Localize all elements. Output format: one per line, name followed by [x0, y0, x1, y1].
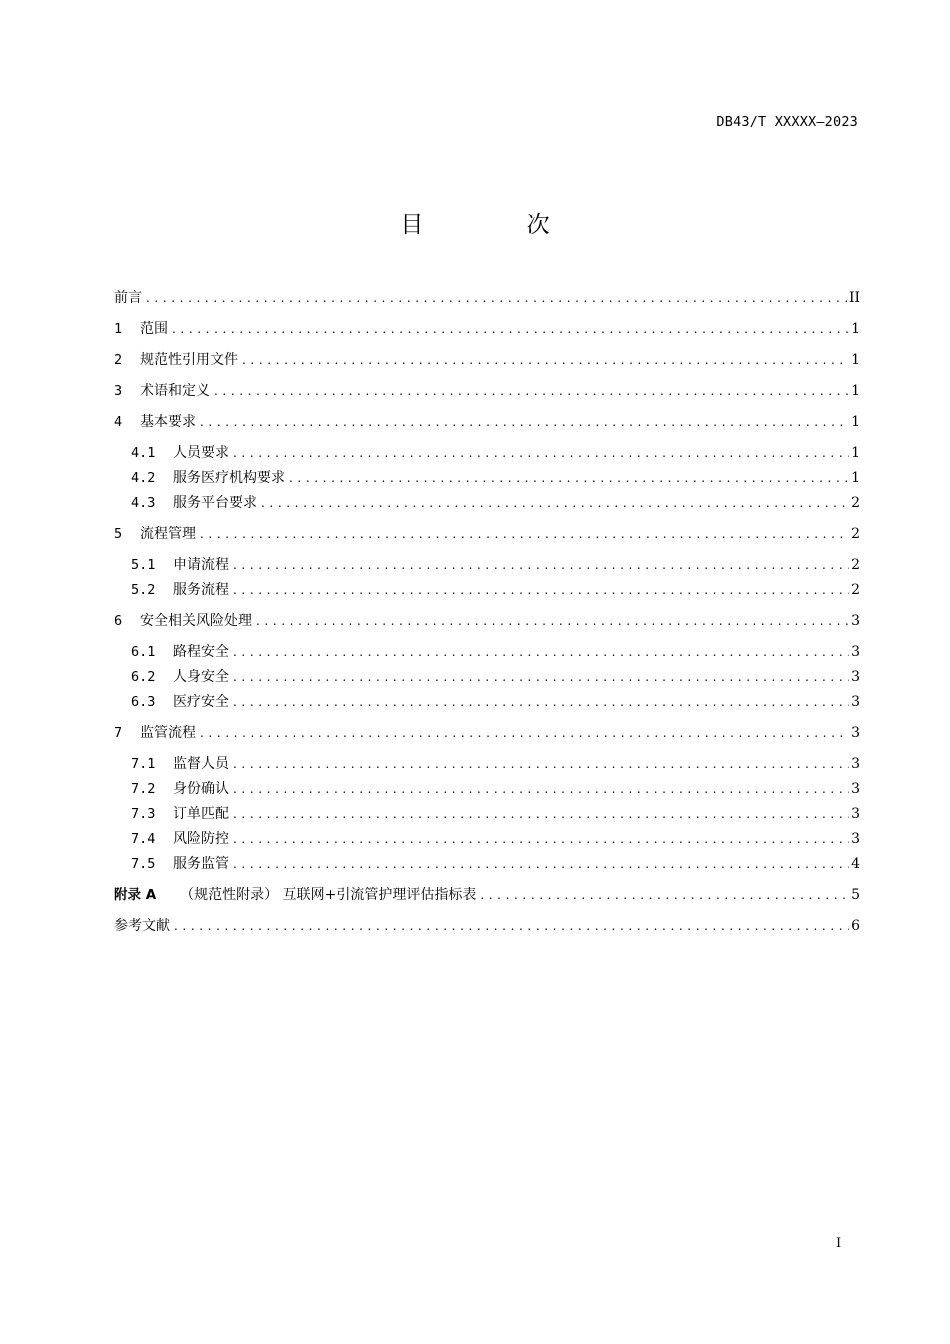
toc-entry[interactable] — [114, 350, 860, 370]
toc-entry[interactable] — [131, 854, 860, 874]
page-number: I — [836, 1236, 842, 1251]
toc-entry-page: 6 — [851, 918, 860, 934]
toc-entry[interactable] — [131, 829, 860, 849]
toc-entry-number: 7.1 — [131, 756, 156, 772]
toc-entry-page: 3 — [851, 644, 860, 660]
toc-entry[interactable] — [131, 804, 860, 824]
toc-leader-dots — [233, 667, 849, 687]
toc-entry[interactable] — [131, 692, 860, 712]
toc-entry-number: 7.2 — [131, 781, 156, 797]
toc-leader-dots — [233, 829, 849, 849]
toc-entry-page: 3 — [851, 613, 860, 629]
toc-entry-label: 范围 — [140, 321, 168, 337]
toc-leader-dots — [200, 723, 849, 743]
toc-entry-number: 7.4 — [131, 831, 156, 847]
toc-entry-page: II — [848, 290, 860, 306]
toc-entry-page: 1 — [851, 352, 860, 368]
toc-entry-label: 服务监管 — [173, 856, 229, 872]
toc-entry-number: 6 — [114, 613, 123, 629]
toc-leader-dots — [242, 350, 849, 370]
toc-title: 目 次 — [400, 212, 598, 238]
toc-entry-page: 1 — [851, 383, 860, 399]
toc-leader-dots — [233, 854, 849, 874]
toc-entry-label: 医疗安全 — [173, 694, 229, 710]
toc-leader-dots — [233, 754, 849, 774]
toc-leader-dots — [233, 692, 849, 712]
toc-leader-dots — [480, 885, 849, 905]
toc-entry-page: 3 — [851, 694, 860, 710]
toc-entry-label: 服务医疗机构要求 — [173, 470, 285, 486]
toc-entry-number: 6.1 — [131, 644, 156, 660]
toc-entry-label: 订单匹配 — [173, 806, 229, 822]
document-code: DB43/T XXXXX—2023 — [716, 114, 858, 130]
toc-leader-dots — [200, 412, 849, 432]
toc-entry-page: 3 — [851, 806, 860, 822]
toc-entry[interactable] — [131, 443, 860, 463]
toc-entry-label: 安全相关风险处理 — [140, 613, 252, 629]
toc-entry-label: 术语和定义 — [140, 383, 210, 399]
toc-leader-dots — [214, 381, 849, 401]
toc-entry[interactable] — [114, 524, 860, 544]
toc-leader-dots — [261, 493, 849, 513]
toc-entry-page: 3 — [851, 669, 860, 685]
toc-entry-page: 1 — [851, 445, 860, 461]
toc-entry-number: 5.1 — [131, 557, 156, 573]
toc-entry[interactable] — [131, 468, 860, 488]
toc-entry-number: 2 — [114, 352, 123, 368]
toc-leader-dots — [233, 580, 849, 600]
toc-entry-page: 1 — [851, 321, 860, 337]
toc-entry-label: （规范性附录） 互联网+引流管护理评估指标表 — [180, 887, 477, 903]
toc-entry[interactable] — [131, 493, 860, 513]
toc-entry-label: 身份确认 — [173, 781, 229, 797]
toc-entry[interactable] — [114, 611, 860, 631]
toc-leader-dots — [289, 468, 849, 488]
toc-entry-number: 7 — [114, 725, 123, 741]
toc-entry-number: 4.1 — [131, 445, 156, 461]
toc-leader-dots — [233, 555, 849, 575]
toc-entry[interactable] — [114, 723, 860, 743]
toc-leader-dots — [146, 288, 847, 308]
toc-entry-label: 人员要求 — [173, 445, 229, 461]
toc-entry-page: 4 — [851, 856, 860, 872]
toc-entry-label: 服务流程 — [173, 582, 229, 598]
toc-entry[interactable] — [131, 555, 860, 575]
toc-entry-number: 6.3 — [131, 694, 156, 710]
toc-entry[interactable] — [131, 667, 860, 687]
toc-entry[interactable] — [114, 319, 860, 339]
toc-entry-label: 监督人员 — [173, 756, 229, 772]
toc-appendix-prefix: 附录 A — [114, 887, 157, 903]
toc-entry-page: 2 — [851, 557, 860, 573]
toc-entry-label: 申请流程 — [173, 557, 229, 573]
toc-entry-page: 2 — [851, 495, 860, 511]
toc-entry-number: 5 — [114, 526, 123, 542]
toc-entry[interactable] — [114, 288, 860, 308]
toc-leader-dots — [200, 524, 849, 544]
toc-entry-label: 监管流程 — [140, 725, 196, 741]
toc-entry-label: 服务平台要求 — [173, 495, 257, 511]
toc-entry-page: 2 — [851, 582, 860, 598]
toc-entry-page: 3 — [851, 725, 860, 741]
toc-leader-dots — [174, 916, 849, 936]
toc-entry[interactable] — [131, 779, 860, 799]
toc-entry-number: 4 — [114, 414, 123, 430]
toc-entry-page: 3 — [851, 781, 860, 797]
toc-entry-number: 6.2 — [131, 669, 156, 685]
toc-entry-label: 人身安全 — [173, 669, 229, 685]
toc-entry[interactable] — [114, 381, 860, 401]
toc-entry[interactable] — [131, 580, 860, 600]
toc-entry-number: 1 — [114, 321, 123, 337]
toc-leader-dots — [233, 642, 849, 662]
toc-entry[interactable] — [114, 916, 860, 936]
toc-entry-label: 基本要求 — [140, 414, 196, 430]
toc-entry-label: 风险防控 — [173, 831, 229, 847]
toc-entry-number: 4.3 — [131, 495, 156, 511]
toc-entry-label: 参考文献 — [114, 918, 170, 934]
toc-entry-page: 1 — [851, 414, 860, 430]
toc-entry-page: 3 — [851, 756, 860, 772]
toc-entry[interactable] — [131, 754, 860, 774]
toc-entry-page: 3 — [851, 831, 860, 847]
toc-leader-dots — [256, 611, 849, 631]
toc-entry-label: 规范性引用文件 — [140, 352, 238, 368]
toc-entry-number: 7.3 — [131, 806, 156, 822]
toc-entry[interactable] — [131, 642, 860, 662]
toc-leader-dots — [233, 804, 849, 824]
toc-entry[interactable] — [114, 412, 860, 432]
toc-entry[interactable] — [114, 885, 860, 905]
toc-entry-number: 5.2 — [131, 582, 156, 598]
toc-leader-dots — [172, 319, 849, 339]
toc-entry-number: 4.2 — [131, 470, 156, 486]
toc-entry-page: 1 — [851, 470, 860, 486]
toc-entry-label: 流程管理 — [140, 526, 196, 542]
toc-leader-dots — [233, 779, 849, 799]
toc-leader-dots — [233, 443, 849, 463]
toc-entry-label: 前言 — [114, 290, 142, 306]
toc-entry-page: 5 — [851, 887, 860, 903]
toc-entry-label: 路程安全 — [173, 644, 229, 660]
toc-entry-number: 3 — [114, 383, 123, 399]
toc-entry-number: 7.5 — [131, 856, 156, 872]
toc-entry-page: 2 — [851, 526, 860, 542]
